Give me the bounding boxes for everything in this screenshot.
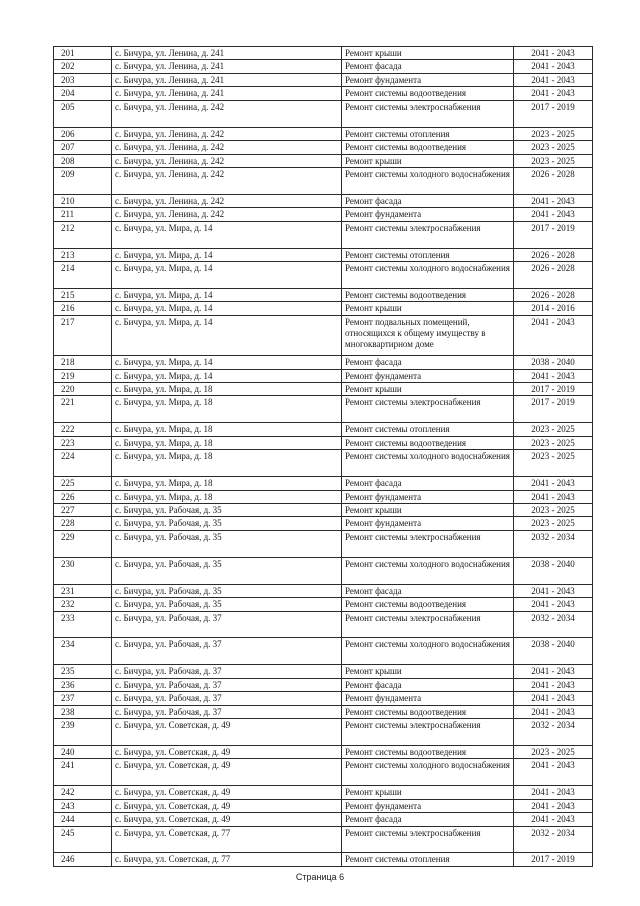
table-row (54, 262, 593, 289)
table-row (54, 719, 593, 746)
period-cell: 2014 - 2016 (514, 302, 593, 315)
table-row (54, 47, 593, 60)
address-cell: с. Бичура, ул. Мира, д. 18 (112, 436, 342, 449)
row-number-cell: 204 (54, 87, 112, 100)
period-cell: 2041 - 2043 (514, 477, 593, 490)
address-cell: с. Бичура, ул. Советская, д. 77 (112, 853, 342, 866)
table-row (54, 598, 593, 611)
row-number-cell: 227 (54, 504, 112, 517)
row-number-cell: 220 (54, 383, 112, 396)
row-number-cell: 229 (54, 530, 112, 557)
period-cell: 2026 - 2028 (514, 262, 593, 289)
row-number-cell: 225 (54, 477, 112, 490)
row-number-cell: 243 (54, 799, 112, 812)
table-row (54, 194, 593, 207)
address-cell: с. Бичура, ул. Рабочая, д. 35 (112, 504, 342, 517)
row-number-cell: 202 (54, 60, 112, 73)
work-type-cell: Ремонт системы отопления (342, 423, 514, 436)
address-cell: с. Бичура, ул. Рабочая, д. 35 (112, 598, 342, 611)
address-cell: с. Бичура, ул. Рабочая, д. 37 (112, 678, 342, 691)
work-type-cell: Ремонт фундамента (342, 517, 514, 530)
period-cell: 2038 - 2040 (514, 638, 593, 665)
work-type-cell: Ремонт фасада (342, 194, 514, 207)
address-cell: с. Бичура, ул. Рабочая, д. 37 (112, 638, 342, 665)
table-row (54, 504, 593, 517)
row-number-cell: 212 (54, 221, 112, 248)
table-row (54, 383, 593, 396)
address-cell: с. Бичура, ул. Рабочая, д. 37 (112, 705, 342, 718)
period-cell: 2023 - 2025 (514, 517, 593, 530)
table-row (54, 127, 593, 140)
row-number-cell: 230 (54, 557, 112, 584)
period-cell: 2041 - 2043 (514, 47, 593, 60)
address-cell: с. Бичура, ул. Рабочая, д. 37 (112, 665, 342, 678)
row-number-cell: 237 (54, 692, 112, 705)
address-cell: с. Бичура, ул. Рабочая, д. 35 (112, 584, 342, 597)
address-cell: с. Бичура, ул. Мира, д. 18 (112, 383, 342, 396)
row-number-cell: 206 (54, 127, 112, 140)
work-type-cell: Ремонт системы электроснабжения (342, 100, 514, 127)
address-cell: с. Бичура, ул. Мира, д. 18 (112, 490, 342, 503)
work-type-cell: Ремонт фундамента (342, 73, 514, 86)
row-number-cell: 222 (54, 423, 112, 436)
address-cell: с. Бичура, ул. Ленина, д. 242 (112, 208, 342, 221)
row-number-cell: 214 (54, 262, 112, 289)
table-row (54, 221, 593, 248)
work-type-cell: Ремонт системы отопления (342, 853, 514, 866)
work-type-cell: Ремонт фасада (342, 356, 514, 369)
table-row (54, 584, 593, 597)
table-row (54, 665, 593, 678)
table-row (54, 423, 593, 436)
table-row (54, 141, 593, 154)
row-number-cell: 242 (54, 786, 112, 799)
table-row (54, 60, 593, 73)
address-cell: с. Бичура, ул. Рабочая, д. 35 (112, 517, 342, 530)
address-cell: с. Бичура, ул. Мира, д. 14 (112, 302, 342, 315)
address-cell: с. Бичура, ул. Рабочая, д. 35 (112, 530, 342, 557)
address-cell: с. Бичура, ул. Ленина, д. 241 (112, 47, 342, 60)
table-row (54, 490, 593, 503)
table-body (54, 47, 593, 867)
page-footer (0, 872, 640, 882)
address-cell: с. Бичура, ул. Советская, д. 49 (112, 745, 342, 758)
table-row (54, 745, 593, 758)
address-cell: с. Бичура, ул. Мира, д. 14 (112, 262, 342, 289)
table-row (54, 530, 593, 557)
address-cell: с. Бичура, ул. Советская, д. 49 (112, 799, 342, 812)
period-cell: 2023 - 2025 (514, 450, 593, 477)
table-row (54, 73, 593, 86)
work-type-cell: Ремонт крыши (342, 154, 514, 167)
period-cell: 2026 - 2028 (514, 248, 593, 261)
work-type-cell: Ремонт крыши (342, 302, 514, 315)
address-cell: с. Бичура, ул. Рабочая, д. 37 (112, 611, 342, 638)
work-type-cell: Ремонт системы холодного водоснабжения (342, 450, 514, 477)
row-number-cell: 231 (54, 584, 112, 597)
row-number-cell: 232 (54, 598, 112, 611)
address-cell: с. Бичура, ул. Мира, д. 14 (112, 288, 342, 301)
address-cell: с. Бичура, ул. Ленина, д. 242 (112, 100, 342, 127)
table-row (54, 167, 593, 194)
work-type-cell: Ремонт фасада (342, 813, 514, 826)
period-cell: 2041 - 2043 (514, 598, 593, 611)
row-number-cell: 209 (54, 167, 112, 194)
work-type-cell: Ремонт крыши (342, 383, 514, 396)
work-type-cell: Ремонт фасада (342, 584, 514, 597)
period-cell: 2017 - 2019 (514, 221, 593, 248)
work-type-cell: Ремонт системы водоотведения (342, 436, 514, 449)
work-type-cell: Ремонт фундамента (342, 799, 514, 812)
address-cell: с. Бичура, ул. Мира, д. 14 (112, 315, 342, 355)
table-row (54, 813, 593, 826)
table-row (54, 288, 593, 301)
row-number-cell: 228 (54, 517, 112, 530)
row-number-cell: 208 (54, 154, 112, 167)
address-cell: с. Бичура, ул. Рабочая, д. 37 (112, 692, 342, 705)
row-number-cell: 203 (54, 73, 112, 86)
work-type-cell: Ремонт крыши (342, 665, 514, 678)
work-type-cell: Ремонт системы электроснабжения (342, 826, 514, 853)
address-cell: с. Бичура, ул. Советская, д. 49 (112, 759, 342, 786)
address-cell: с. Бичура, ул. Ленина, д. 241 (112, 73, 342, 86)
row-number-cell: 216 (54, 302, 112, 315)
address-cell: с. Бичура, ул. Мира, д. 14 (112, 356, 342, 369)
period-cell: 2038 - 2040 (514, 557, 593, 584)
period-cell: 2041 - 2043 (514, 194, 593, 207)
work-type-cell: Ремонт системы водоотведения (342, 705, 514, 718)
work-type-cell: Ремонт подвальных помещений, относящихся к общему имуществу в многоквартирном доме (342, 315, 514, 355)
work-type-cell: Ремонт системы холодного водоснабжения (342, 262, 514, 289)
period-cell: 2032 - 2034 (514, 530, 593, 557)
work-type-cell: Ремонт системы водоотведения (342, 598, 514, 611)
row-number-cell: 244 (54, 813, 112, 826)
address-cell: с. Бичура, ул. Советская, д. 77 (112, 826, 342, 853)
row-number-cell: 234 (54, 638, 112, 665)
work-type-cell: Ремонт фундамента (342, 208, 514, 221)
period-cell: 2023 - 2025 (514, 504, 593, 517)
work-type-cell: Ремонт системы холодного водоснабжения (342, 167, 514, 194)
table-row (54, 396, 593, 423)
period-cell: 2023 - 2025 (514, 154, 593, 167)
table-row (54, 638, 593, 665)
document-page (53, 46, 592, 867)
work-type-cell: Ремонт крыши (342, 504, 514, 517)
period-cell: 2041 - 2043 (514, 759, 593, 786)
period-cell: 2041 - 2043 (514, 73, 593, 86)
period-cell: 2041 - 2043 (514, 490, 593, 503)
period-cell: 2032 - 2034 (514, 611, 593, 638)
table-row (54, 208, 593, 221)
row-number-cell: 240 (54, 745, 112, 758)
row-number-cell: 215 (54, 288, 112, 301)
table-row (54, 692, 593, 705)
table-row (54, 786, 593, 799)
table-row (54, 517, 593, 530)
table-row (54, 799, 593, 812)
address-cell: с. Бичура, ул. Ленина, д. 242 (112, 127, 342, 140)
row-number-cell: 205 (54, 100, 112, 127)
row-number-cell: 219 (54, 369, 112, 382)
row-number-cell: 233 (54, 611, 112, 638)
row-number-cell: 238 (54, 705, 112, 718)
row-number-cell: 218 (54, 356, 112, 369)
table-row (54, 356, 593, 369)
work-type-cell: Ремонт фундамента (342, 692, 514, 705)
row-number-cell: 211 (54, 208, 112, 221)
row-number-cell: 201 (54, 47, 112, 60)
period-cell: 2041 - 2043 (514, 369, 593, 382)
row-number-cell: 236 (54, 678, 112, 691)
row-number-cell: 245 (54, 826, 112, 853)
table-row (54, 450, 593, 477)
table-row (54, 705, 593, 718)
table-row (54, 678, 593, 691)
period-cell: 2041 - 2043 (514, 692, 593, 705)
work-type-cell: Ремонт фундамента (342, 490, 514, 503)
repair-schedule-table (53, 46, 593, 867)
page-number: Страница 6 (295, 872, 345, 882)
row-number-cell: 210 (54, 194, 112, 207)
row-number-cell: 241 (54, 759, 112, 786)
work-type-cell: Ремонт крыши (342, 47, 514, 60)
work-type-cell: Ремонт системы электроснабжения (342, 530, 514, 557)
period-cell: 2032 - 2034 (514, 719, 593, 746)
table-row (54, 436, 593, 449)
row-number-cell: 221 (54, 396, 112, 423)
address-cell: с. Бичура, ул. Мира, д. 18 (112, 477, 342, 490)
table-row (54, 557, 593, 584)
row-number-cell: 213 (54, 248, 112, 261)
address-cell: с. Бичура, ул. Рабочая, д. 35 (112, 557, 342, 584)
work-type-cell: Ремонт системы водоотведения (342, 141, 514, 154)
work-type-cell: Ремонт системы электроснабжения (342, 221, 514, 248)
period-cell: 2041 - 2043 (514, 705, 593, 718)
address-cell: с. Бичура, ул. Советская, д. 49 (112, 719, 342, 746)
table-row (54, 759, 593, 786)
period-cell: 2026 - 2028 (514, 288, 593, 301)
work-type-cell: Ремонт фасада (342, 477, 514, 490)
table-row (54, 369, 593, 382)
period-cell: 2026 - 2028 (514, 167, 593, 194)
work-type-cell: Ремонт системы электроснабжения (342, 719, 514, 746)
period-cell: 2023 - 2025 (514, 436, 593, 449)
address-cell: с. Бичура, ул. Ленина, д. 242 (112, 167, 342, 194)
address-cell: с. Бичура, ул. Мира, д. 18 (112, 450, 342, 477)
table-row (54, 154, 593, 167)
period-cell: 2041 - 2043 (514, 786, 593, 799)
table-row (54, 248, 593, 261)
period-cell: 2017 - 2019 (514, 396, 593, 423)
period-cell: 2032 - 2034 (514, 826, 593, 853)
work-type-cell: Ремонт крыши (342, 786, 514, 799)
period-cell: 2017 - 2019 (514, 100, 593, 127)
work-type-cell: Ремонт системы водоотведения (342, 288, 514, 301)
work-type-cell: Ремонт системы электроснабжения (342, 611, 514, 638)
address-cell: с. Бичура, ул. Ленина, д. 241 (112, 60, 342, 73)
period-cell: 2041 - 2043 (514, 799, 593, 812)
work-type-cell: Ремонт системы отопления (342, 127, 514, 140)
address-cell: с. Бичура, ул. Мира, д. 18 (112, 396, 342, 423)
row-number-cell: 226 (54, 490, 112, 503)
period-cell: 2017 - 2019 (514, 383, 593, 396)
period-cell: 2041 - 2043 (514, 208, 593, 221)
table-row (54, 853, 593, 866)
work-type-cell: Ремонт фундамента (342, 369, 514, 382)
period-cell: 2041 - 2043 (514, 87, 593, 100)
table-row (54, 100, 593, 127)
row-number-cell: 207 (54, 141, 112, 154)
period-cell: 2023 - 2025 (514, 141, 593, 154)
period-cell: 2023 - 2025 (514, 127, 593, 140)
work-type-cell: Ремонт системы электроснабжения (342, 396, 514, 423)
address-cell: с. Бичура, ул. Советская, д. 49 (112, 786, 342, 799)
period-cell: 2041 - 2043 (514, 678, 593, 691)
work-type-cell: Ремонт системы холодного водоснабжения (342, 557, 514, 584)
address-cell: с. Бичура, ул. Ленина, д. 242 (112, 194, 342, 207)
row-number-cell: 223 (54, 436, 112, 449)
address-cell: с. Бичура, ул. Ленина, д. 242 (112, 154, 342, 167)
address-cell: с. Бичура, ул. Мира, д. 14 (112, 369, 342, 382)
work-type-cell: Ремонт фасада (342, 678, 514, 691)
work-type-cell: Ремонт системы холодного водоснабжения (342, 759, 514, 786)
period-cell: 2041 - 2043 (514, 813, 593, 826)
table-row (54, 87, 593, 100)
address-cell: с. Бичура, ул. Советская, д. 49 (112, 813, 342, 826)
period-cell: 2023 - 2025 (514, 423, 593, 436)
work-type-cell: Ремонт системы водоотведения (342, 87, 514, 100)
address-cell: с. Бичура, ул. Ленина, д. 241 (112, 87, 342, 100)
work-type-cell: Ремонт фасада (342, 60, 514, 73)
period-cell: 2038 - 2040 (514, 356, 593, 369)
period-cell: 2041 - 2043 (514, 315, 593, 355)
period-cell: 2041 - 2043 (514, 665, 593, 678)
table-row (54, 315, 593, 355)
table-row (54, 477, 593, 490)
row-number-cell: 239 (54, 719, 112, 746)
address-cell: с. Бичура, ул. Мира, д. 14 (112, 248, 342, 261)
table-row (54, 826, 593, 853)
address-cell: с. Бичура, ул. Мира, д. 14 (112, 221, 342, 248)
work-type-cell: Ремонт системы отопления (342, 248, 514, 261)
row-number-cell: 235 (54, 665, 112, 678)
work-type-cell: Ремонт системы холодного водоснабжения (342, 638, 514, 665)
table-row (54, 611, 593, 638)
period-cell: 2041 - 2043 (514, 584, 593, 597)
table-row (54, 302, 593, 315)
row-number-cell: 246 (54, 853, 112, 866)
address-cell: с. Бичура, ул. Мира, д. 18 (112, 423, 342, 436)
period-cell: 2041 - 2043 (514, 60, 593, 73)
row-number-cell: 224 (54, 450, 112, 477)
address-cell: с. Бичура, ул. Ленина, д. 242 (112, 141, 342, 154)
period-cell: 2017 - 2019 (514, 853, 593, 866)
row-number-cell: 217 (54, 315, 112, 355)
period-cell: 2023 - 2025 (514, 745, 593, 758)
work-type-cell: Ремонт системы водоотведения (342, 745, 514, 758)
